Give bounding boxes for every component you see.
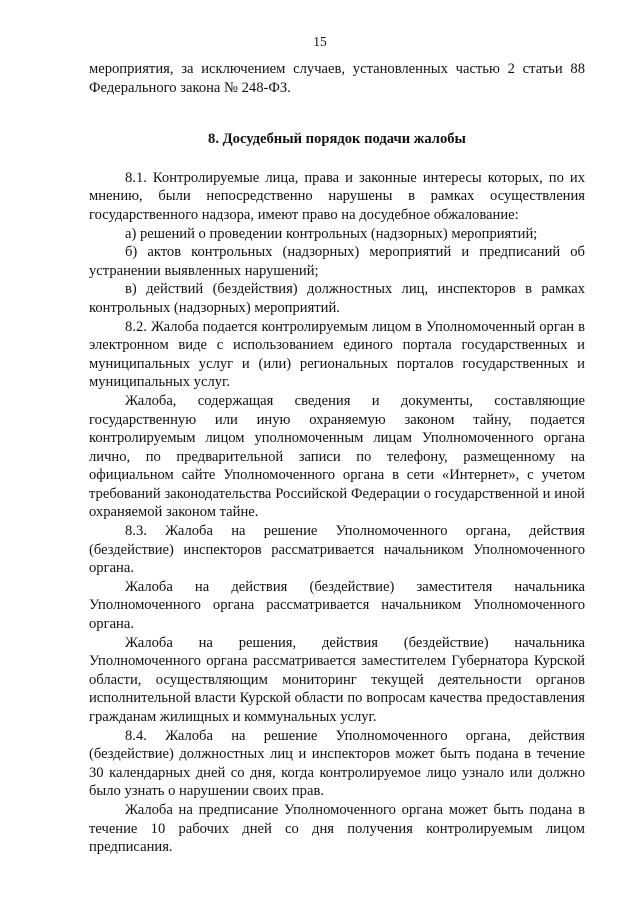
list-item-b: б) актов контрольных (надзорных) мероприятий и предписаний об устранении выявленных нарушений;: [89, 244, 585, 279]
paragraph-8-4: 8.4. Жалоба на решение Уполномоченного органа, действия (бездействие) должностных лиц и инспекторов может быть подана в течение 30 календарных дней со дня, когда контролируемое лицо узнало или должно было узнать о нарушении своих прав.: [89, 727, 585, 800]
paragraph-8-3: 8.3. Жалоба на решение Уполномоченного органа, действия (бездействие) инспекторов рассматривается начальником Уполномоченного органа.: [89, 523, 585, 577]
paragraph-order-complaint: Жалоба на предписание Уполномоченного органа может быть подана в течение 10 рабочих дней со дня получения контролируемым лицом предписания.: [89, 801, 585, 856]
paragraph-deputy-complaint: Жалоба на действия (бездействие) заместителя начальника Уполномоченного органа рассматривается начальником Уполномоченного органа.: [89, 578, 585, 633]
document-body: [89, 60, 585, 857]
page-number: 15: [313, 34, 327, 49]
paragraph-secret-complaint: Жалоба, содержащая сведения и документы, составляющие государственную или иную охраняемую законом тайну, подается контролируемым лицом уполномоченным лицам Уполномоченного органа лично, по предварительной записи по телефону, размещенному на официальном сайте Уполномоченного органа в сети «Интернет», с учетом требований законодательства Российской Федерации о государственной и иной охраняемой законом тайне.: [89, 392, 585, 521]
section-title: 8. Досудебный порядок подачи жалобы: [208, 131, 466, 148]
paragraph-8-2: 8.2. Жалоба подается контролируемым лицом в Уполномоченный орган в электронном виде с использованием единого портала государственных и муниципальных услуг и (или) региональных порталов государственных и муниципальных услуг.: [89, 318, 585, 391]
list-item-a: а) решений о проведении контрольных (надзорных) мероприятий;: [125, 225, 538, 242]
paragraph-8-1: 8.1. Контролируемые лица, права и законные интересы которых, по их мнению, были непосредственно нарушены в рамках осуществления государственного надзора, имеют право на досудебное обжалование:: [89, 169, 585, 223]
list-item-c: в) действий (бездействия) должностных лиц, инспекторов в рамках контрольных (надзорных) мероприятий.: [89, 281, 585, 316]
continuation-paragraph: мероприятия, за исключением случаев, установленных частью 2 статьи 88 Федерального закона № 248-ФЗ.: [89, 61, 585, 96]
paragraph-head-complaint: Жалоба на решения, действия (бездействие) начальника Уполномоченного органа рассматривается заместителем Губернатора Курской области, осуществляющим мониторинг текущей деятельности органов исполнительной власти Курской области по вопросам качества предоставления гражданам жилищных и коммунальных услуг.: [89, 634, 585, 725]
